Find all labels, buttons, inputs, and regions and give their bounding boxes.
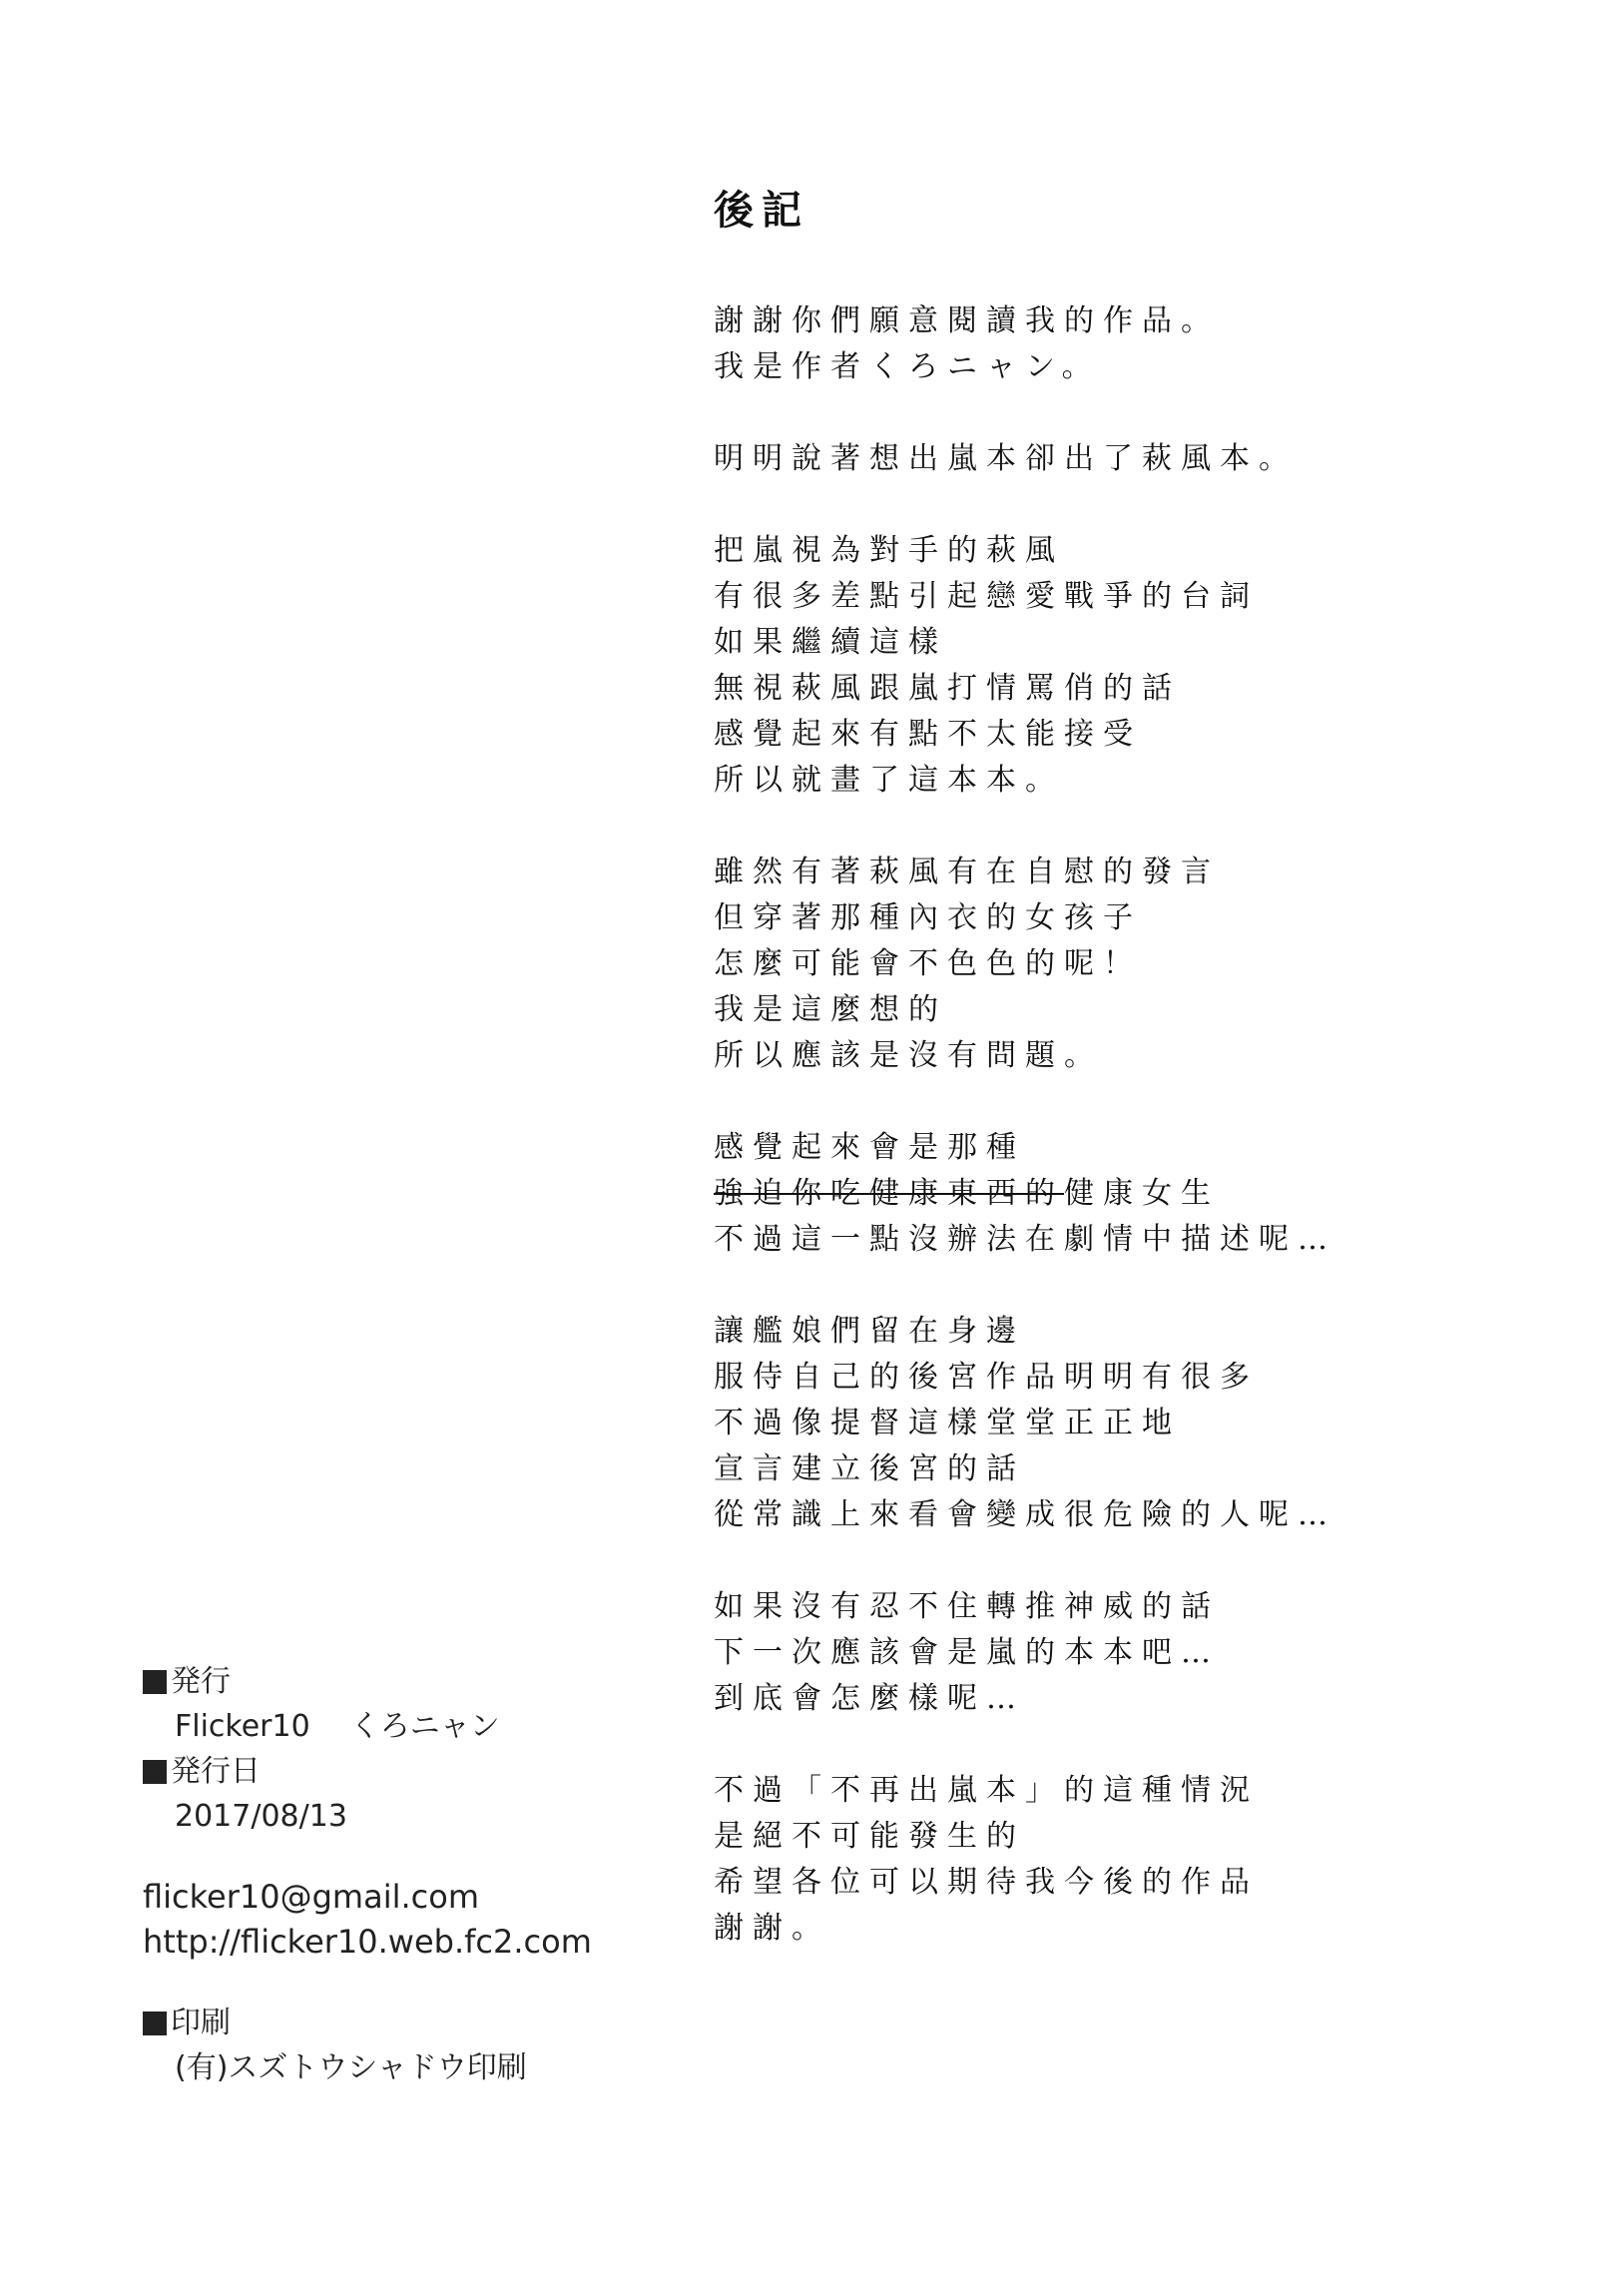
line-text: 健康女生 [1064,1176,1220,1211]
line-text: 我是作者くろニャン。 [714,349,1101,384]
line-text: 把嵐視為對手的萩風 [714,533,1064,568]
line-text: 有很多差點引起戀愛戰爭的台詞 [714,579,1259,614]
afterword-line [714,1125,1532,1171]
afterword-line [714,666,1532,712]
afterword-line [714,987,1532,1033]
afterword-paragraph [714,436,1532,482]
printer-value: (有)スズトウシャドウ印刷 [175,2050,527,2085]
afterword-line [714,1906,1532,1952]
afterword-line [714,1401,1532,1446]
line-text: 希望各位可以期待我今後的作品 [714,1865,1259,1900]
afterword-line [714,1630,1532,1676]
afterword-paragraph [714,298,1532,390]
line-text: 不過這一點沒辦法在劇情中描述呢… [714,1222,1336,1257]
line-text: 怎麼可能會不色色的呢！ [714,946,1142,981]
publisher-author: くろニャン [349,1709,500,1744]
afterword-line [714,758,1532,804]
date-value: 2017/08/13 [175,1799,347,1834]
afterword-line [714,1446,1532,1492]
website-url: http://flicker10.web.fc2.com [143,1923,592,1961]
line-text: 我是這麼想的 [714,992,947,1027]
afterword-paragraph [714,1584,1532,1722]
line-text: 讓艦娘們留在身邊 [714,1314,1025,1349]
afterword-line [714,1584,1532,1630]
line-text: 是絕不可能發生的 [714,1819,1025,1854]
afterword-line [714,1033,1532,1079]
line-text: 如果沒有忍不住轉推神威的話 [714,1589,1220,1624]
printer-block [143,2001,702,2090]
line-text: 所以應該是沒有問題。 [714,1038,1103,1073]
afterword-line [714,1171,1532,1217]
publisher-heading: 発行 [171,1664,231,1699]
date-heading-row [143,1749,702,1794]
afterword-paragraph [714,1768,1532,1952]
afterword-section [714,185,1532,1998]
line-text: 謝謝你們願意閱讀我的作品。 [714,303,1220,338]
afterword-line [714,1676,1532,1722]
afterword-line [714,1860,1532,1906]
afterword-line [714,1309,1532,1355]
email-address: flicker10@gmail.com [143,1878,479,1916]
afterword-paragraph [714,1309,1532,1538]
square-bullet-icon [143,1760,167,1784]
line-text: 感覺起來有點不太能接受 [714,717,1142,752]
afterword-body [714,298,1532,1952]
line-text: 如果繼續這樣 [714,625,947,660]
afterword-line [714,895,1532,941]
printer-heading-row [143,2001,702,2045]
colophon [143,1659,702,2090]
line-text: 雖然有著萩風有在自慰的發言 [714,855,1220,889]
line-text: 明明說著想出嵐本卻出了萩風本。 [714,441,1298,476]
afterword-line [714,850,1532,895]
afterword-line [714,436,1532,482]
square-bullet-icon [143,1670,167,1694]
contact-block [143,1875,702,1965]
line-text: 不過「不再出嵐本」的這種情況 [714,1773,1259,1808]
afterword-line [714,941,1532,987]
line-text: 但穿著那種內衣的女孩子 [714,900,1142,935]
struck-text: 強迫你吃健康東西的 [714,1176,1064,1211]
line-text: 無視萩風跟嵐打情罵俏的話 [714,671,1181,706]
line-text: 所以就畫了這本本。 [714,763,1064,798]
line-text: 不過像提督這樣堂堂正正地 [714,1406,1181,1440]
publisher-heading-row [143,1659,702,1704]
afterword-line [714,1768,1532,1814]
afterword-line [714,574,1532,620]
date-heading: 発行日 [171,1754,261,1789]
line-text: 服侍自己的後宮作品明明有很多 [714,1360,1259,1395]
afterword-line [714,1355,1532,1401]
afterword-line [714,344,1532,390]
afterword-line [714,1814,1532,1860]
square-bullet-icon [143,2011,167,2035]
printer-heading: 印刷 [171,2006,231,2040]
line-text: 謝謝。 [714,1911,830,1946]
afterword-line [714,1492,1532,1538]
afterword-line [714,1217,1532,1263]
afterword-paragraph [714,1125,1532,1263]
afterword-line [714,620,1532,666]
line-text: 從常識上來看會變成很危險的人呢… [714,1497,1336,1532]
afterword-title: 後記 [714,187,809,234]
publisher-value [143,1704,702,1749]
afterword-line [714,528,1532,574]
afterword-paragraph [714,850,1532,1079]
afterword-line [714,712,1532,758]
line-text: 到底會怎麼樣呢… [714,1681,1025,1716]
line-text: 感覺起來會是那種 [714,1130,1025,1165]
afterword-line [714,298,1532,344]
line-text: 宣言建立後宮的話 [714,1451,1025,1486]
line-text: 下一次應該會是嵐的本本吧… [714,1635,1220,1670]
afterword-paragraph [714,528,1532,804]
publisher-circle: Flicker10 [175,1709,310,1744]
